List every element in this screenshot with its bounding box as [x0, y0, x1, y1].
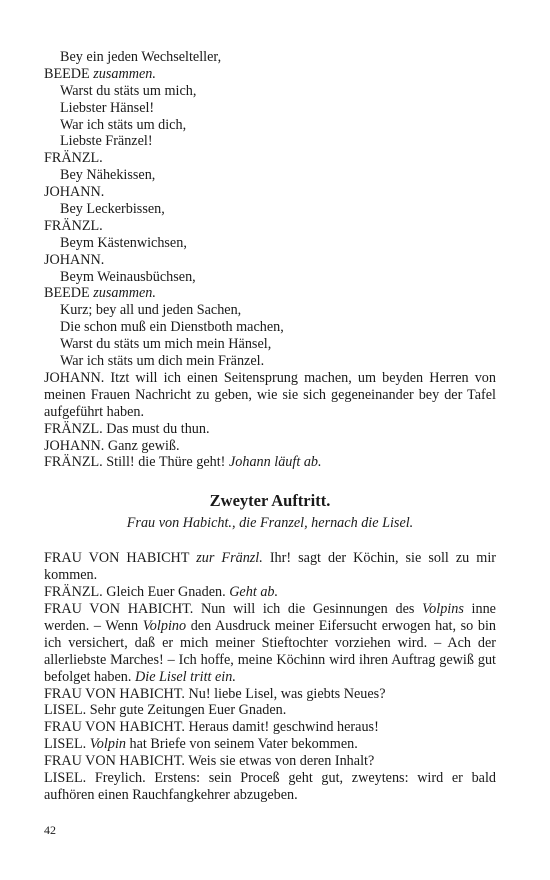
verse-text: Liebster Hänsel!: [60, 99, 155, 116]
italic-text: Volpins: [422, 600, 464, 617]
verse-line: [44, 83, 496, 100]
verse-line: [44, 184, 496, 201]
dialogue-paragraph: [44, 719, 496, 736]
dialogue-text: inne werden. – Wenn: [44, 600, 496, 634]
verse-line: [44, 336, 496, 353]
dialogue-text: JOHANN. Itzt will ich einen Seitensprung machen, um beyden Herren von meinen Frauen Nachricht zu geben, wie sie sich gegeneinander bey der Tafel aufgeführt haben.: [44, 369, 496, 420]
italic-text: Volpin: [89, 736, 126, 753]
dialogue-paragraph: [44, 550, 496, 584]
verse-line: [44, 269, 496, 286]
dialogue-paragraph: [44, 736, 496, 753]
verse-line: [44, 218, 496, 235]
verse-line: [44, 285, 496, 302]
verse-text: War ich stäts um dich mein Fränzel.: [60, 353, 265, 370]
dialogue-text: FRAU VON HABICHT. Heraus damit! geschwind heraus!: [44, 719, 379, 736]
verse-text: Warst du stäts um mich,: [60, 82, 197, 99]
dialogue-paragraph: [44, 753, 496, 770]
dialogue-text: FRÄNZL. Still! die Thüre geht!: [44, 454, 229, 471]
verse-line: [44, 49, 496, 66]
verse-text: War ich stäts um dich,: [60, 116, 187, 133]
italic-text: zur Fränzl.: [196, 550, 263, 567]
verse-line: [44, 235, 496, 252]
verse-text: Beym Kästenwichsen,: [60, 234, 187, 251]
scene-subheading: Frau von Habicht., die Franzel, hernach die Lisel.: [126, 515, 414, 532]
verse-line: [44, 201, 496, 218]
dialogue-text: JOHANN. Ganz gewiß.: [44, 437, 180, 454]
verse-line: [44, 319, 496, 336]
stage-direction: zusammen.: [93, 65, 156, 82]
dialogue-paragraph: [44, 770, 496, 804]
dialogue-paragraph: [44, 686, 496, 703]
page-body: [44, 49, 496, 804]
verse-line: [44, 117, 496, 134]
dialogue-text: FRAU VON HABICHT: [44, 550, 197, 567]
dialogue-text: FRÄNZL. Das must du thun.: [44, 420, 210, 437]
italic-text: Geht ab.: [229, 584, 279, 601]
page-number: 42: [44, 823, 56, 837]
verse-text: FRÄNZL.: [44, 150, 103, 167]
verse-text: Bey ein jeden Wechselteller,: [60, 49, 222, 65]
verse-line: [44, 252, 496, 269]
dialogue-paragraph: [44, 421, 496, 438]
dialogue-text: hat Briefe von seinem Vater bekommen.: [125, 736, 358, 753]
italic-text: Volpino: [142, 617, 187, 634]
dialogue-text: Ihr! sagt der Köchin, sie soll zu mir kommen.: [44, 550, 496, 584]
dialogue-paragraph: [44, 454, 496, 471]
dialogue-text: den Ausdruck meiner Eifersucht erwogen hat, so bin ich versichert, daß er mich meiner Stieftochter vorziehen wird. – Ach der allerliebste Marches! – Ich hoffe, meine Köchinn wird ihren Auftrag gewiß gut befolget haben.: [44, 617, 497, 685]
italic-text: Die Lisel tritt ein.: [135, 668, 236, 685]
verse-line: [44, 100, 496, 117]
dialogue-paragraph: [44, 370, 496, 421]
verse-text: Kurz; bey all und jeden Sachen,: [60, 302, 242, 319]
dialogue-text: LISEL.: [44, 736, 90, 753]
verse-line: [44, 133, 496, 150]
verse-block: [44, 49, 496, 370]
verse-text: BEEDE: [44, 65, 94, 82]
verse-text: JOHANN.: [44, 251, 105, 268]
verse-text: FRÄNZL.: [44, 217, 103, 234]
scene-heading: Zweyter Auftritt.: [209, 491, 331, 511]
dialogue-paragraph: [44, 702, 496, 719]
verse-text: Warst du stäts um mich mein Hänsel,: [60, 336, 272, 353]
verse-text: Die schon muß ein Dienstboth machen,: [60, 319, 284, 336]
dialogue-paragraph: [44, 601, 496, 686]
verse-text: JOHANN.: [44, 184, 105, 201]
dialogue-text: LISEL. Freylich. Erstens: sein Proceß geht gut, zweytens: wird er bald aufhören einen Rauchfangkehrer abzugeben.: [44, 770, 496, 803]
verse-line: [44, 167, 496, 184]
dialogue-text: FRAU VON HABICHT. Nun will ich die Gesinnungen des: [44, 600, 423, 617]
dialogue-text: FRAU VON HABICHT. Weis sie etwas von deren Inhalt?: [44, 753, 375, 770]
verse-line: [44, 150, 496, 167]
prose-block-2: [44, 550, 496, 804]
verse-line: [44, 302, 496, 319]
dialogue-text: FRAU VON HABICHT. Nu! liebe Lisel, was giebts Neues?: [44, 685, 386, 702]
verse-text: Bey Leckerbissen,: [60, 201, 165, 218]
verse-text: Beym Weinausbüchsen,: [60, 268, 196, 285]
stage-direction: Johann läuft ab.: [228, 454, 322, 471]
dialogue-text: LISEL. Sehr gute Zeitungen Euer Gnaden.: [44, 702, 287, 719]
verse-line: [44, 353, 496, 370]
stage-direction: zusammen.: [93, 285, 156, 302]
dialogue-paragraph: [44, 438, 496, 455]
dialogue-text: FRÄNZL. Gleich Euer Gnaden.: [44, 584, 230, 601]
verse-text: BEEDE: [44, 285, 94, 302]
verse-text: Bey Nähekissen,: [60, 167, 156, 184]
verse-line: [44, 66, 496, 83]
verse-text: Liebste Fränzel!: [60, 133, 153, 150]
prose-block-1: [44, 370, 496, 471]
dialogue-paragraph: [44, 584, 496, 601]
